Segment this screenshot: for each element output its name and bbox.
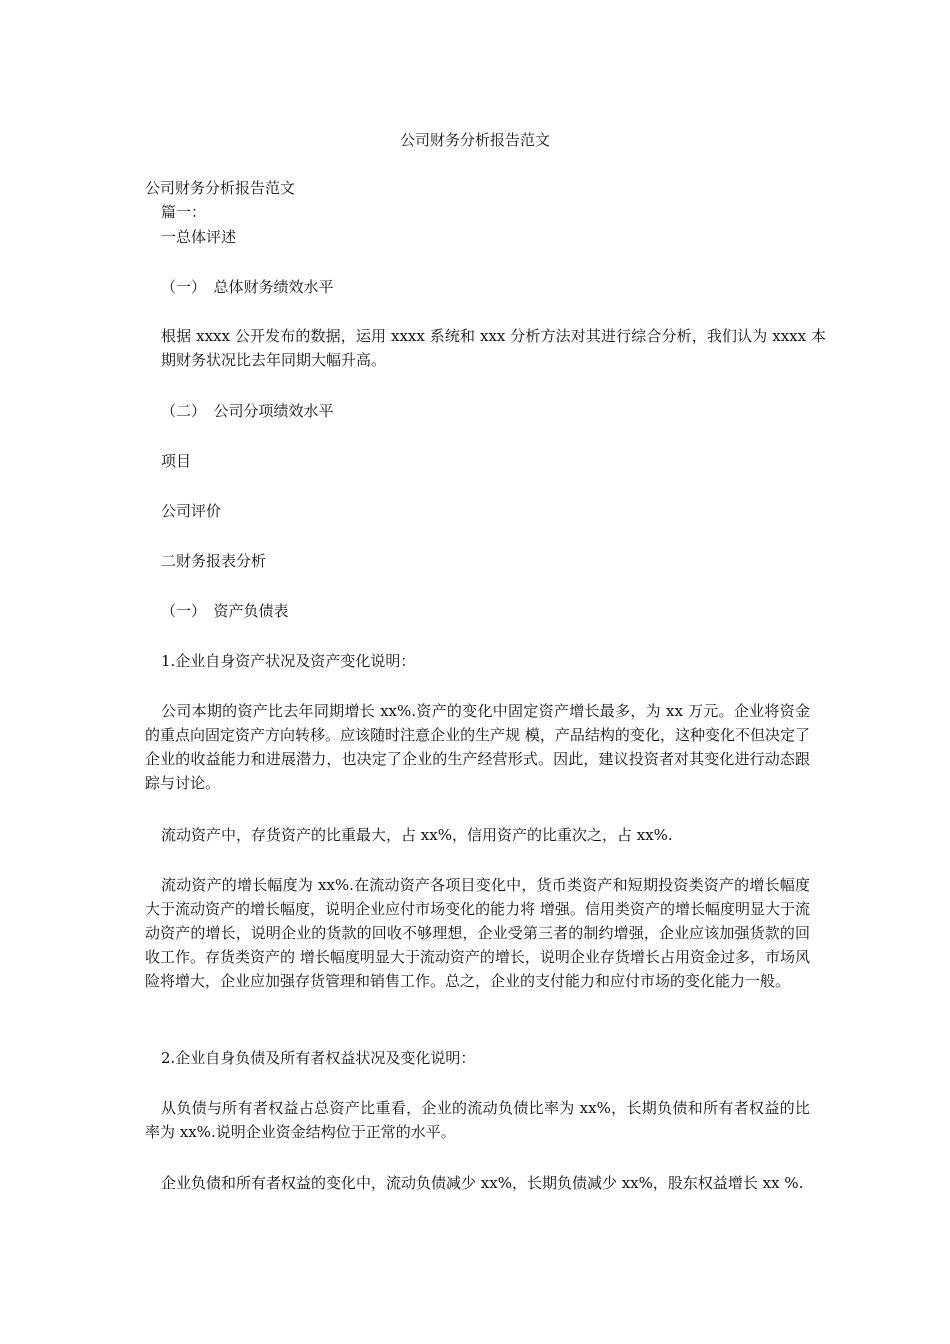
heading-asset-status: 1.企业自身资产状况及资产变化说明： (161, 652, 416, 670)
paragraph-liability-ratio: 从负债与所有者权益占总资产比重看，企业的流动负债比率为 xx%，长期负债和所有者权益的比率为 xx%.说明企业资金结构位于正常的水平。 (145, 1099, 810, 1141)
section-heading-statement-analysis: 二财务报表分析 (161, 552, 267, 570)
label-item: 项目 (161, 452, 192, 470)
document-subtitle: 公司财务分析报告范文 (145, 179, 296, 197)
section-heading-overview: 一总体评述 (161, 228, 237, 246)
document-title: 公司财务分析报告范文 (399, 131, 550, 149)
heading-liabilities-equity: 2.企业自身负债及所有者权益状况及变化说明： (161, 1049, 476, 1067)
paragraph-liability-change: 企业负债和所有者权益的变化中，流动负债减少 xx%，长期负债减少 xx%，股东权益增长 xx %. (161, 1174, 804, 1192)
paragraph-asset-change: 公司本期的资产比去年同期增长 xx%.资产的变化中固定资产增长最多，为 xx 万元。企业将资金的重点向固定资产方向转移。应该随时注意企业的生产规 模，产品结构的变化，这种变化不但决定了企业的收益能力和进展潜力，也决定了企业的生产经营形式。因此，建议投资者对其变化进行动态跟踪与讨论。 (145, 702, 810, 792)
subsection-heading-balance-sheet: （一） 资产负债表 (161, 602, 289, 620)
part-label: 篇一： (161, 203, 207, 221)
paragraph-current-assets-share: 流动资产中，存货资产的比重最大，占 xx%，信用资产的比重次之，占 xx%. (161, 826, 673, 844)
subsection-heading-itemized-performance: （二） 公司分项绩效水平 (161, 402, 334, 420)
label-company-evaluation: 公司评价 (161, 502, 222, 520)
paragraph-current-assets-growth: 流动资产的增长幅度为 xx%.在流动资产各项目变化中，货币类资产和短期投资类资产的增长幅度大于流动资产的增长幅度，说明企业应付市场变化的能力将 增强。信用类资产的增长幅度明显大于流动资产的增长，说明企业的货款的回收不够理想，企业受第三者的制约增强，企业应该加强货款的回收工作。存货类资产的 增长幅度明显大于流动资产的增长，说明企业存货增长占用资金过多，市场风险将增大，企业应加强存货管理和销售工作。总之，企业的支付能力和应付市场的变化能力一般。 (145, 876, 810, 990)
subsection-heading-overall-performance: （一） 总体财务绩效水平 (161, 278, 334, 296)
paragraph-overall-analysis: 根据 xxxx 公开发布的数据，运用 xxxx 系统和 xxx 分析方法对其进行综合分析，我们认为 xxxx 本期财务状况比去年同期大幅升高。 (161, 327, 826, 369)
